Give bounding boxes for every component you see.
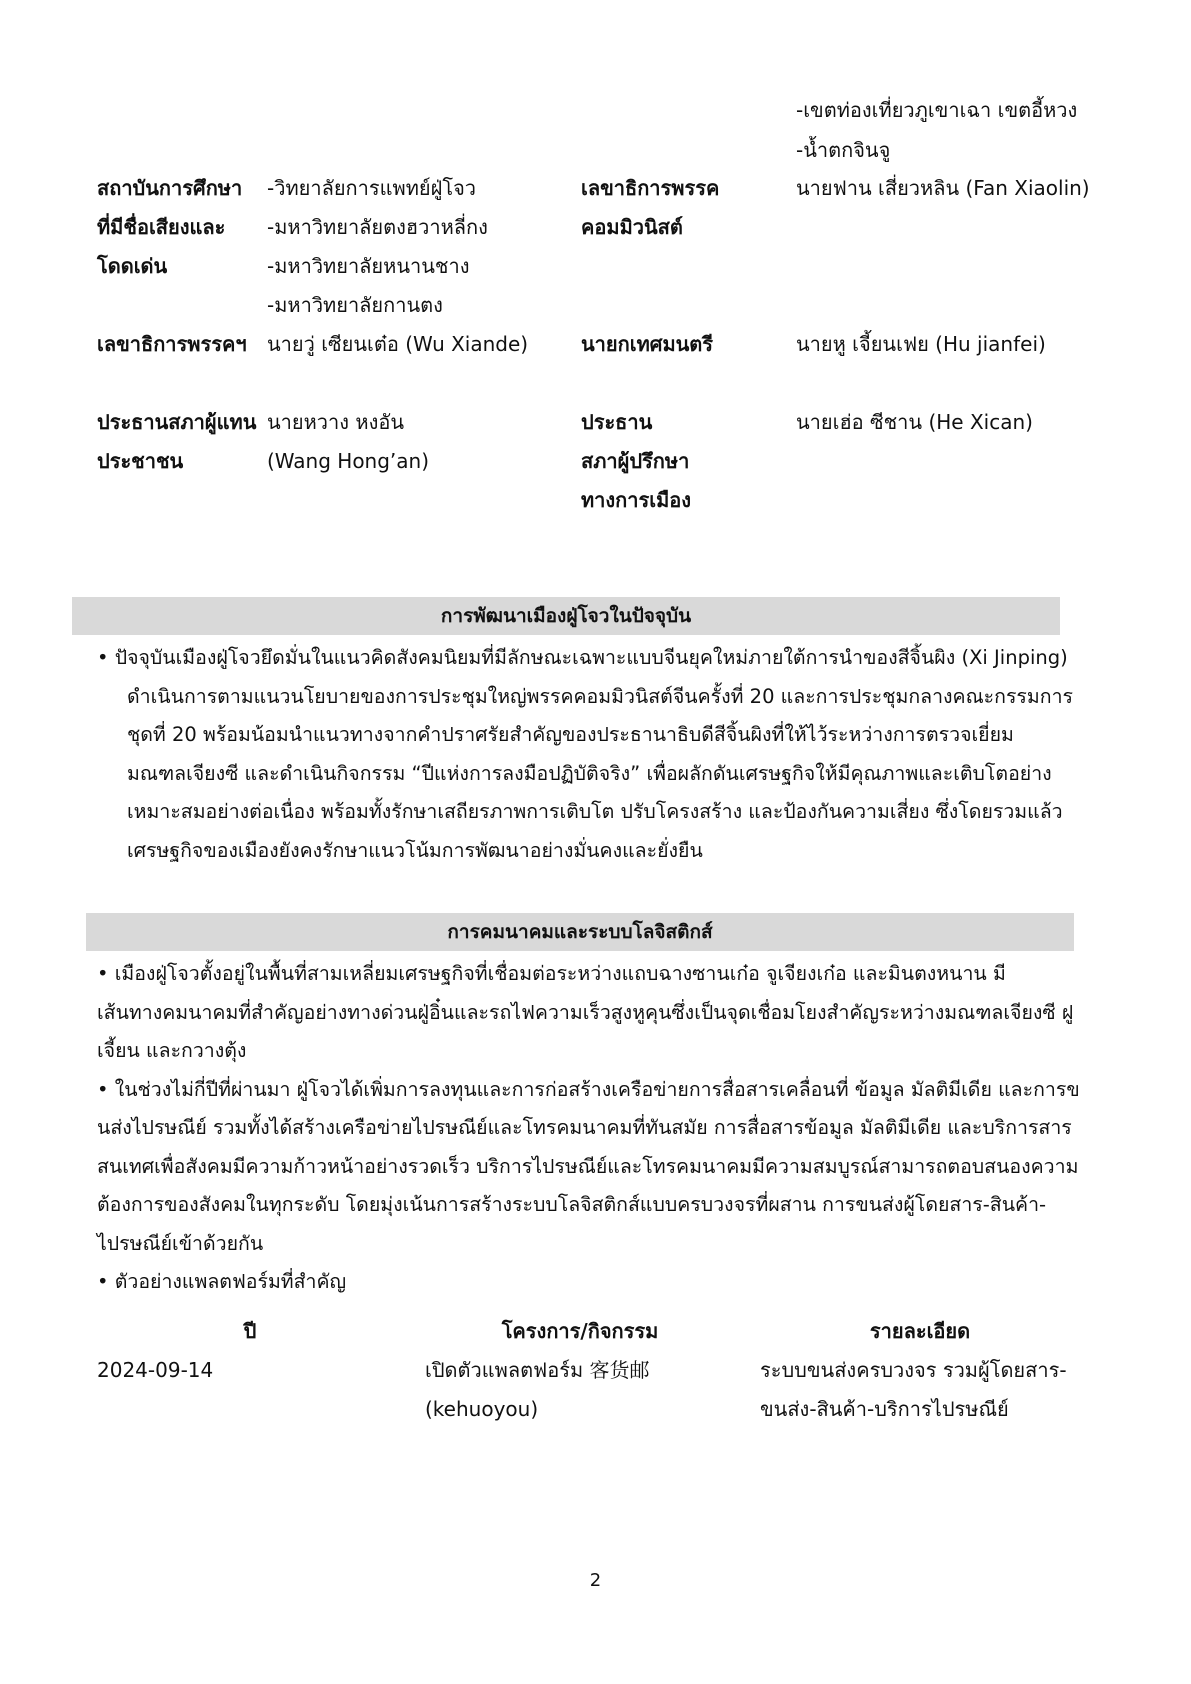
paragraph-line: เศรษฐกิจของเมืองยังคงรักษาแนวโน้มการพัฒนาอย่างมั่นคงและยั่งยืน <box>127 838 703 862</box>
paragraph-line: เส้นทางคมนาคมที่สำคัญอย่างทางด่วนฝู่อิ๋นและรถไฟความเร็วสูงหูคุนซึ่งเป็นจุดเชื่อมโยงสำคัญระหว่างมณฑลเจียงซี ฝู <box>97 1000 1074 1024</box>
party-secretary-label: เลขาธิการพรรคฯ <box>97 332 247 356</box>
paragraph-line: • ตัวอย่างแพลตฟอร์มที่สำคัญ <box>97 1270 347 1293</box>
paragraph-line: ต้องการของสังคมในทุกระดับ โดยมุ่งเน้นการสร้างระบบโลจิสติกส์แบบครบวงจรที่ผสาน การขนส่งผู้โดยสาร-สินค้า- <box>97 1193 1047 1216</box>
edu-value: -มหาวิทยาลัยหนานชาง <box>267 254 470 278</box>
cpc-secretary-label: คอมมิวนิสต์ <box>581 215 683 239</box>
mayor-value: นายหู เจี้ยนเฟย (Hu jianfei) <box>796 332 1046 356</box>
cppcc-label: ประธาน <box>581 410 653 434</box>
logistics-paragraph <box>97 955 1097 1302</box>
paragraph-line: ไปรษณีย์เข้าด้วยกัน <box>97 1231 264 1255</box>
edu-label: โดดเด่น <box>97 254 168 278</box>
paragraph-line: มณฑลเจียงซี และดำเนินกิจกรรม “ปีแห่งการลงมือปฏิบัติจริง” เพื่อผลักดันเศรษฐกิจให้มีคุณภาพและเติบโตอย่าง <box>127 761 1052 785</box>
paragraph-line: เจี้ยน และกวางตุ้ง <box>97 1039 247 1062</box>
table-header-year: ปี <box>243 1319 257 1343</box>
mayor-label: นายกเทศมนตรี <box>581 332 714 356</box>
paragraph-line: • ปัจจุบันเมืองฝู่โจวยึดมั่นในแนวคิดสังคมนิยมที่มีลักษณะเฉพาะแบบจีนยุคใหม่ภายใต้การนำของสีจิ้นผิง (Xi Jinping) <box>97 646 1068 669</box>
tourist-spot-line: -เขตท่องเที่ยวภูเขาเฉา เขตอี้หวง <box>796 98 1078 122</box>
table-header-project: โครงการ/กิจกรรม <box>501 1319 659 1343</box>
table-header-detail: รายละเอียด <box>869 1319 971 1343</box>
cpc-secretary-value: นายฟาน เสี่ยวหลิน (Fan Xiaolin) <box>796 176 1090 200</box>
cppcc-label: สภาผู้ปรึกษา <box>581 449 690 473</box>
section-header-development: การพัฒนาเมืองฝู่โจวในปัจจุบัน <box>72 597 1060 635</box>
edu-value: -มหาวิทยาลัยกานตง <box>267 293 443 317</box>
table-cell-year: 2024-09-14 <box>97 1358 214 1382</box>
paragraph-line: ชุดที่ 20 พร้อมน้อมนำแนวทางจากคำปราศรัยสำคัญของประธานาธิบดีสีจิ้นผิงที่ให้ไว้ระหว่างการตรวจเยี่ยม <box>127 723 1014 746</box>
paragraph-line: สนเทศเพื่อสังคมมีความก้าวหน้าอย่างรวดเร็ว บริการไปรษณีย์และโทรคมนาคมมีความสมบูรณ์สามารถตอบสนองความ <box>97 1154 1079 1178</box>
paragraph-line: • เมืองฝู่โจวตั้งอยู่ในพื้นที่สามเหลี่ยมเศรษฐกิจที่เชื่อมต่อระหว่างแถบฉางซานเก๋อ จูเจียงเก๋อ และมินตงหนาน มี <box>97 962 1006 985</box>
congress-value: (Wang Hong’an) <box>267 449 430 473</box>
edu-value: -วิทยาลัยการแพทย์ฝู่โจว <box>267 176 477 200</box>
table-cell-project: (kehuoyou) <box>425 1397 539 1421</box>
table-cell-detail: ขนส่ง-สินค้า-บริการไปรษณีย์ <box>760 1397 1009 1421</box>
table-cell-detail: ระบบขนส่งครบวงจร รวมผู้โดยสาร- <box>760 1358 1067 1382</box>
paragraph-line: นส่งไปรษณีย์ รวมทั้งได้สร้างเครือข่ายไปรษณีย์และโทรคมนาคมที่ทันสมัย การสื่อสารข้อมูล มัลติมีเดีย และบริการสาร <box>97 1116 1072 1139</box>
table-cell-project: เปิดตัวแพลตฟอร์ม 客货邮 <box>425 1358 650 1382</box>
page-number: 2 <box>589 1570 602 1591</box>
congress-value: นายหวาง หงอัน <box>267 410 405 434</box>
paragraph-line: ดำเนินการตามแนวนโยบายของการประชุมใหญ่พรรคคอมมิวนิสต์จีนครั้งที่ 20 และการประชุมกลางคณะกรรมการ <box>127 684 1073 708</box>
congress-label: ประชาชน <box>97 449 184 473</box>
cppcc-value: นายเฮ่อ ซีชาน (He Xican) <box>796 410 1033 434</box>
edu-value: -มหาวิทยาลัยตงฮวาหลี่กง <box>267 215 488 239</box>
edu-label: สถาบันการศึกษา <box>97 176 243 200</box>
edu-label: ที่มีชื่อเสียงและ <box>97 215 226 239</box>
party-secretary-value: นายวู่ เซียนเต๋อ (Wu Xiande) <box>267 332 529 356</box>
tourist-spot-line: -น้ำตกจินจู <box>796 138 891 162</box>
congress-label: ประธานสภาผู้แทน <box>97 410 257 434</box>
paragraph-line: เหมาะสมอย่างต่อเนื่อง พร้อมทั้งรักษาเสถียรภาพการเติบโต ปรับโครงสร้าง และป้องกันความเสี่ยง ซึ่งโดยรวมแล้ว <box>127 800 1063 823</box>
cpc-secretary-label: เลขาธิการพรรค <box>581 176 720 200</box>
cppcc-label: ทางการเมือง <box>581 488 692 512</box>
section-header-logistics: การคมนาคมและระบบโลจิสติกส์ <box>86 913 1074 951</box>
development-paragraph <box>97 639 1097 870</box>
paragraph-line: • ในช่วงไม่กี่ปีที่ผ่านมา ฝู่โจวได้เพิ่มการลงทุนและการก่อสร้างเครือข่ายการสื่อสารเคลื่อนที่ ข้อมูล มัลติมีเดีย และการข <box>97 1077 1080 1101</box>
